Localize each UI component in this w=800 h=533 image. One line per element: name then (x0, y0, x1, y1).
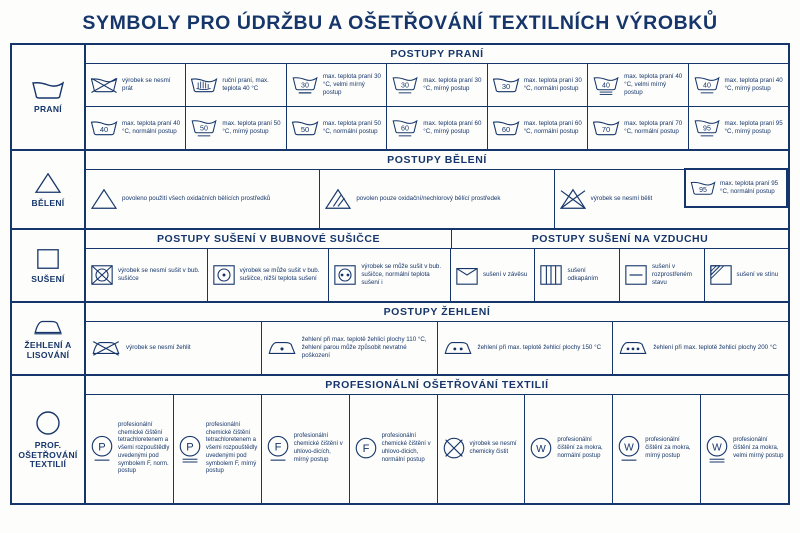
symbol-caption: sušení v závěsu (482, 271, 528, 279)
dry-in-shade-icon (708, 263, 734, 287)
symbol-cell (287, 107, 387, 149)
symbol-caption: max. teplota praní 40 °C, velmi mírný postup (624, 73, 683, 96)
section-ironing (12, 303, 788, 376)
symbol-caption: žehlení při max. teplotě žehlicí plochy 110 °C, žehlení parou může způsobit nevratné poškození (301, 336, 427, 359)
symbol-cell (86, 395, 174, 503)
svg-text:60: 60 (501, 125, 510, 135)
symbol-cell (438, 395, 526, 503)
symbol-cell (705, 249, 789, 301)
section-drying (12, 230, 788, 303)
svg-text:P: P (186, 441, 194, 454)
wash-tub-icon (30, 79, 66, 101)
tumble-dry-one-dot-icon (211, 263, 237, 287)
row-label-drying-text: SUŠENÍ (31, 273, 65, 284)
symbol-caption: max. teplota praní 70 °C, normální postup (624, 120, 683, 135)
symbol-cell (262, 395, 350, 503)
symbol-cell (350, 395, 438, 503)
tumble-dry-crossed-icon (89, 263, 115, 287)
symbol-caption: profesionální čištění za mokra, velmi mírný postup (733, 437, 784, 459)
circle-W-two-bars-icon (704, 434, 730, 464)
symbol-caption: výrobek se nesmí chemicky čistit (469, 441, 517, 455)
row-label-ironing (12, 303, 86, 374)
band-title-bleaching: POSTUPY BĚLENÍ (86, 151, 788, 170)
iron-crossed-icon (89, 338, 123, 358)
row-label-drying (12, 230, 86, 301)
symbol-caption: výrobek se může sušit v bub. sušičce, normální teplota sušení i (361, 263, 442, 286)
symbol-caption: výrobek se nesmí prát (122, 77, 171, 92)
symbol-cell (387, 64, 487, 106)
symbol-caption: profesionální chemické čištění v uhlovo-dicích, mírný postup (293, 433, 343, 463)
symbol-caption: sušení odkapáním (567, 267, 599, 282)
page-title: SYMBOLY PRO ÚDRŽBU A OŠETŘOVÁNÍ TEXTILNÍCH VÝROBKŮ (82, 12, 718, 34)
symbol-caption: max. teplota praní 30 °C, mírný postup (423, 77, 482, 92)
svg-text:50: 50 (300, 125, 310, 135)
symbol-cell (208, 249, 330, 301)
tumble-dry-two-dots-icon (332, 263, 358, 287)
iron-icon (31, 317, 65, 337)
symbol-caption: max. teplota praní 95 °C, normální postup (720, 180, 779, 195)
symbol-caption: výrobek se nesmí sušit v bub. sušičce (118, 267, 200, 282)
section-bleaching (12, 151, 788, 230)
circle-P-one-bar-icon (89, 434, 115, 464)
svg-text:95: 95 (699, 186, 707, 194)
circle-W-icon (528, 434, 554, 464)
tub-70-icon (591, 118, 621, 138)
row-label-ironing-text: ŽEHLENÍ A LISOVÁNÍ (24, 339, 72, 360)
svg-text:30: 30 (501, 82, 510, 92)
iron-three-dots-icon (616, 338, 650, 358)
tub-30-one-bar-icon (390, 74, 420, 96)
svg-text:F: F (362, 443, 370, 456)
symbol-caption: profesionální chemické čištění tetrachloretenem a všemi rozpouštědly uvedenými pod symbolem F, mírný postup (205, 421, 258, 475)
symbol-cell (86, 322, 262, 374)
symbol-cell (262, 322, 438, 374)
symbol-cell (525, 395, 613, 503)
tub-95-one-bar-icon (692, 117, 722, 139)
section-professional-care (12, 376, 788, 503)
tub-30-icon (491, 75, 521, 95)
tub-95-icon (689, 178, 717, 198)
symbol-cell (287, 64, 387, 106)
symbol-cell (488, 107, 588, 149)
washing-row-1 (86, 64, 788, 106)
row-label-washing-text: PRANÍ (34, 104, 62, 115)
iron-two-dots-icon (441, 338, 475, 358)
symbol-caption: profesionální chemické čištění v uhlovo-dicich, normální postup (381, 433, 431, 463)
circle-P-two-bars-icon (177, 434, 203, 464)
symbol-cell (186, 64, 286, 106)
professional-row-1 (86, 395, 788, 503)
svg-text:W: W (712, 442, 722, 454)
row-label-washing (12, 45, 86, 149)
symbol-cell (689, 107, 788, 149)
symbol-caption: max. teplota praní 30 °C, normální postup (523, 77, 582, 92)
tub-40-two-bars-icon (591, 74, 621, 96)
symbol-cell (689, 64, 788, 106)
symbol-cell (488, 64, 588, 106)
symbol-cell (588, 107, 688, 149)
circle-F-one-bar-icon (265, 434, 291, 464)
symbol-caption: profesionální čištění za mokra, normální postup (557, 437, 603, 459)
svg-text:50: 50 (200, 125, 209, 133)
tub-50-icon (290, 118, 320, 138)
symbol-caption: max. teplota praní 30 °C, velmi mírný postup (322, 73, 381, 96)
symbol-caption: profesionální čištění za mokra, mírný postup (645, 437, 691, 459)
triangle-diagonal-lines-icon (323, 187, 353, 211)
band-title-ironing: POSTUPY ŽEHLENÍ (86, 303, 788, 322)
subhead-air-dry: POSTUPY SUŠENÍ NA VZDUCHU (531, 233, 709, 245)
symbol-caption: max. teplota praní 40 °C, mírný postup (724, 77, 783, 92)
tub-60-icon (491, 118, 521, 138)
svg-text:P: P (98, 441, 106, 454)
symbol-cell (438, 322, 614, 374)
symbol-caption: výrobek se nesmí bělit (590, 195, 653, 203)
svg-text:95: 95 (702, 125, 711, 133)
drying-row-1 (86, 249, 788, 301)
svg-text:40: 40 (99, 125, 109, 135)
symbol-cell (613, 395, 701, 503)
row-label-professional-text: PROF. OŠETŘOVÁNÍ TEXTILIÍ (18, 439, 78, 470)
symbol-caption: max. teplota praní 50 °C, mírný postup (222, 120, 281, 135)
tub-60-one-bar-icon (390, 117, 420, 139)
symbol-cell (613, 322, 788, 374)
symbol-caption: povoleno použití všech oxidačních bělících prostředků (122, 195, 271, 203)
section-washing (12, 45, 788, 151)
symbol-caption: žehlení při max. teplotě žehlicí plochy 150 °C (477, 344, 602, 352)
subhead-tumble-dry: POSTUPY SUŠENÍ V BUBNOVÉ SUŠIČCE (86, 230, 452, 248)
symbol-caption: max. teplota praní 60 °C, normální postup (523, 120, 582, 135)
symbol-cell (329, 249, 451, 301)
symbols-table (10, 43, 790, 505)
symbol-cell (86, 249, 208, 301)
iron-one-dot-icon (265, 338, 299, 358)
symbol-caption: max. teplota praní 60 °C, mírný postup (423, 120, 482, 135)
prof-circle-icon (34, 409, 62, 437)
symbol-cell (174, 395, 262, 503)
bleach-triangle-icon (33, 171, 63, 195)
band-title-washing: POSTUPY PRANÍ (86, 45, 788, 64)
row-label-bleaching-text: BĚLENÍ (31, 197, 65, 208)
symbol-caption: výrobek se může sušit v bub. sušičce, nižší teplota sušení (239, 267, 320, 282)
symbol-caption: max. teplota praní 40 °C, normální postup (122, 120, 181, 135)
symbol-cell (588, 64, 688, 106)
symbol-cell (320, 170, 554, 228)
circle-crossed-icon (441, 434, 467, 464)
tub-crossed-icon (89, 75, 119, 95)
symbol-cell (86, 64, 186, 106)
tub-hand-icon (189, 75, 219, 95)
tub-40-one-bar-icon (692, 74, 722, 96)
symbol-cell (620, 249, 705, 301)
symbol-cell (451, 249, 536, 301)
circle-W-one-bar-icon (616, 434, 642, 464)
symbol-caption: max. teplota praní 95 °C, mírný postup (724, 120, 783, 135)
svg-text:40: 40 (702, 82, 711, 90)
symbol-cell (535, 249, 620, 301)
symbol-caption: povolen pouze oxidační/nechlorový bělící prostředek (356, 195, 501, 203)
triangle-crossed-icon (558, 187, 588, 211)
line-dry-icon (454, 263, 480, 287)
symbol-cell (701, 395, 788, 503)
svg-text:40: 40 (602, 82, 611, 90)
bleaching-row-1 (86, 170, 788, 228)
tub-40-icon (89, 118, 119, 138)
symbol-cell (186, 107, 286, 149)
symbol-cell (86, 170, 320, 228)
svg-text:70: 70 (601, 125, 611, 135)
svg-text:30: 30 (401, 82, 410, 90)
symbol-caption: profesionální chemické čištění tetrachloretenem a všemi rozpouštědly uvedenými pod symbolem F, norm. postup (118, 421, 170, 475)
svg-text:W: W (536, 444, 547, 456)
dry-square-icon (35, 247, 61, 271)
symbol-caption: ruční praní, max. teplota 40 °C (222, 77, 269, 92)
circle-F-icon (353, 434, 379, 464)
symbol-caption: výrobek se nesmí žehlit (126, 344, 191, 352)
drying-subheads (86, 230, 788, 249)
ironing-row-1 (86, 322, 788, 374)
row-label-professional (12, 376, 86, 503)
symbol-cell-overflow (684, 168, 788, 208)
symbol-caption: sušení v rozprostřeném stavu (652, 263, 692, 286)
tub-30-two-bars-icon (290, 74, 320, 96)
svg-text:60: 60 (401, 125, 410, 133)
symbol-caption: žehlení při max. teplotě žehlicí plochy 200 °C (653, 344, 777, 352)
symbol-cell (387, 107, 487, 149)
washing-row-2 (86, 106, 788, 149)
flat-dry-icon (623, 263, 649, 287)
triangle-icon (89, 187, 119, 211)
symbol-caption: max. teplota praní 50 °C, normální postup (322, 120, 381, 135)
svg-text:F: F (274, 441, 282, 454)
drip-dry-icon (538, 263, 564, 287)
tub-50-one-bar-icon (189, 117, 219, 139)
svg-text:30: 30 (300, 82, 309, 90)
band-title-professional: PROFESIONÁLNÍ OŠETŘOVÁNÍ TEXTILIÍ (86, 376, 788, 395)
row-label-bleaching (12, 151, 86, 228)
symbol-caption: sušení ve stínu (736, 271, 779, 279)
symbol-cell (86, 107, 186, 149)
svg-text:W: W (624, 442, 635, 454)
